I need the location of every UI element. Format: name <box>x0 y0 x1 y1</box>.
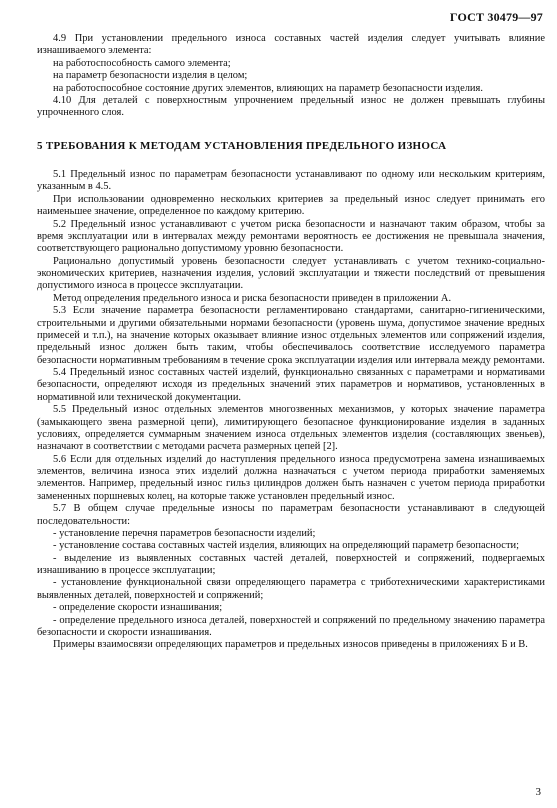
page-number: 3 <box>535 786 541 798</box>
clause-5-7-step: - установление перечня параметров безопасности изделий; <box>53 527 316 539</box>
document-body <box>37 33 545 652</box>
clause-5-2-para: Рационально допустимый уровень безопасности следует устанавливать с учетом технико-социально-экономических критериев, назначения изделия, условий эксплуатации и тяжести последствий от превышения допустимого износа в процессе эксплуатации. <box>37 255 545 292</box>
clause-5-7-step: - выделение из выявленных составных частей деталей, поверхностей и сопряжений, подвергаемых изнашиванию в процессе эксплуатации; <box>37 552 545 576</box>
clause-5-7-step: - установление состава составных частей изделия, влияющих на определяющий параметр безопасности; <box>53 540 519 552</box>
clause-5-7-step: - определение скорости изнашивания; <box>53 602 223 614</box>
standard-code-header: ГОСТ 30479—97 <box>449 10 543 24</box>
clause-5-7: 5.7 В общем случае предельные износы по параметрам безопасности устанавливают в следующей последовательности: <box>37 503 545 527</box>
clause-5-2-method: Метод определения предельного износа и риска безопасности приведен в приложении А. <box>53 292 452 304</box>
clause-5-2: 5.2 Предельный износ устанавливают с учетом риска безопасности и назначают таким образом, чтобы за время эксплуатации или в интервалах между ремонтами вероятность ее достижения не превышала значения, соответствующего рационально допустимому уровню безопасности. <box>37 218 545 255</box>
clause-5-7-step: - установление функциональной связи определяющего параметра с триботехническими характеристиками выявленных деталей, поверхностей и сопряжений; <box>37 577 545 601</box>
clause-5-6: 5.6 Если для отдельных изделий до наступления предельного износа предусмотрена замена изнашиваемых элементов, величина износа этих изделий должна назначаться с учетом периода приработки заменяемых элементов. Например, предельный износ гильз цилиндров должен быть назначен с учетом периода приработки замененных поршневых колец, на которые также установлен предельный износ. <box>37 453 545 502</box>
clause-5-3: 5.3 Если значение параметра безопасности регламентировано стандартами, санитарно-гигиеническими, строительными и другими обязательными нормами безопасности (уровень шума, допустимое значение вредных примесей и т.п.), на значение которых оказывает влияние износ отдельных элементов или сопряжений изделия, предельный износ должен быть таким, чтобы обеспечивалось соответствие исследуемого параметра безопасности нормативным требованиям в течение срока эксплуатации изделия или интервала между ремонтами. <box>37 305 545 366</box>
clause-4-9-item: на работоспособность самого элемента; <box>53 57 231 69</box>
clause-5-1: 5.1 Предельный износ по параметрам безопасности устанавливают по одному или нескольким критериям, указанным в 4.5. <box>37 169 545 193</box>
clause-4-9-item: на работоспособное состояние других элементов, влияющих на параметр безопасности изделия. <box>53 82 483 94</box>
section-5-title: 5 ТРЕБОВАНИЯ К МЕТОДАМ УСТАНОВЛЕНИЯ ПРЕДЕЛЬНОГО ИЗНОСА <box>37 139 447 152</box>
clause-5-7-step: - определение предельного износа деталей, поверхностей и сопряжений по предельному значению параметра безопасности и скорости изнашивания. <box>37 614 545 638</box>
clause-4-9-intro: 4.9 При установлении предельного износа составных частей изделия следует учитывать влияние изнашиваемого элемента: <box>37 33 545 57</box>
clause-5-5: 5.5 Предельный износ отдельных элементов многозвенных механизмов, у которых значение параметра (замыкающего звена размерной цепи), лимитирующего безопасное функционирование изделия в заданных условиях, определяется суммарным значением износа отдельных элементов изделия (составляющих звеньев), назначают в соответствии с методами расчета размерных цепей [2]. <box>37 404 545 453</box>
clause-5-1-para: При использовании одновременно нескольких критериев за предельный износ следует принимать его наименьшее значение, определенное по каждому критерию. <box>37 193 545 218</box>
clause-4-10: 4.10 Для деталей с поверхностным упрочнением предельный износ не должен превышать глубины упрочненного слоя. <box>37 94 545 119</box>
clause-5-4: 5.4 Предельный износ составных частей изделий, функционально связанных с параметрами и нормативами безопасности, определяют исходя из предельных значений этих параметров и нормативов, установленных в нормативной или технической документации. <box>37 367 545 403</box>
clause-4-9-item: на параметр безопасности изделия в целом; <box>53 70 248 82</box>
clause-5-7-examples: Примеры взаимосвязи определяющих параметров и предельных износов приведены в приложениях Б и В. <box>53 639 528 651</box>
